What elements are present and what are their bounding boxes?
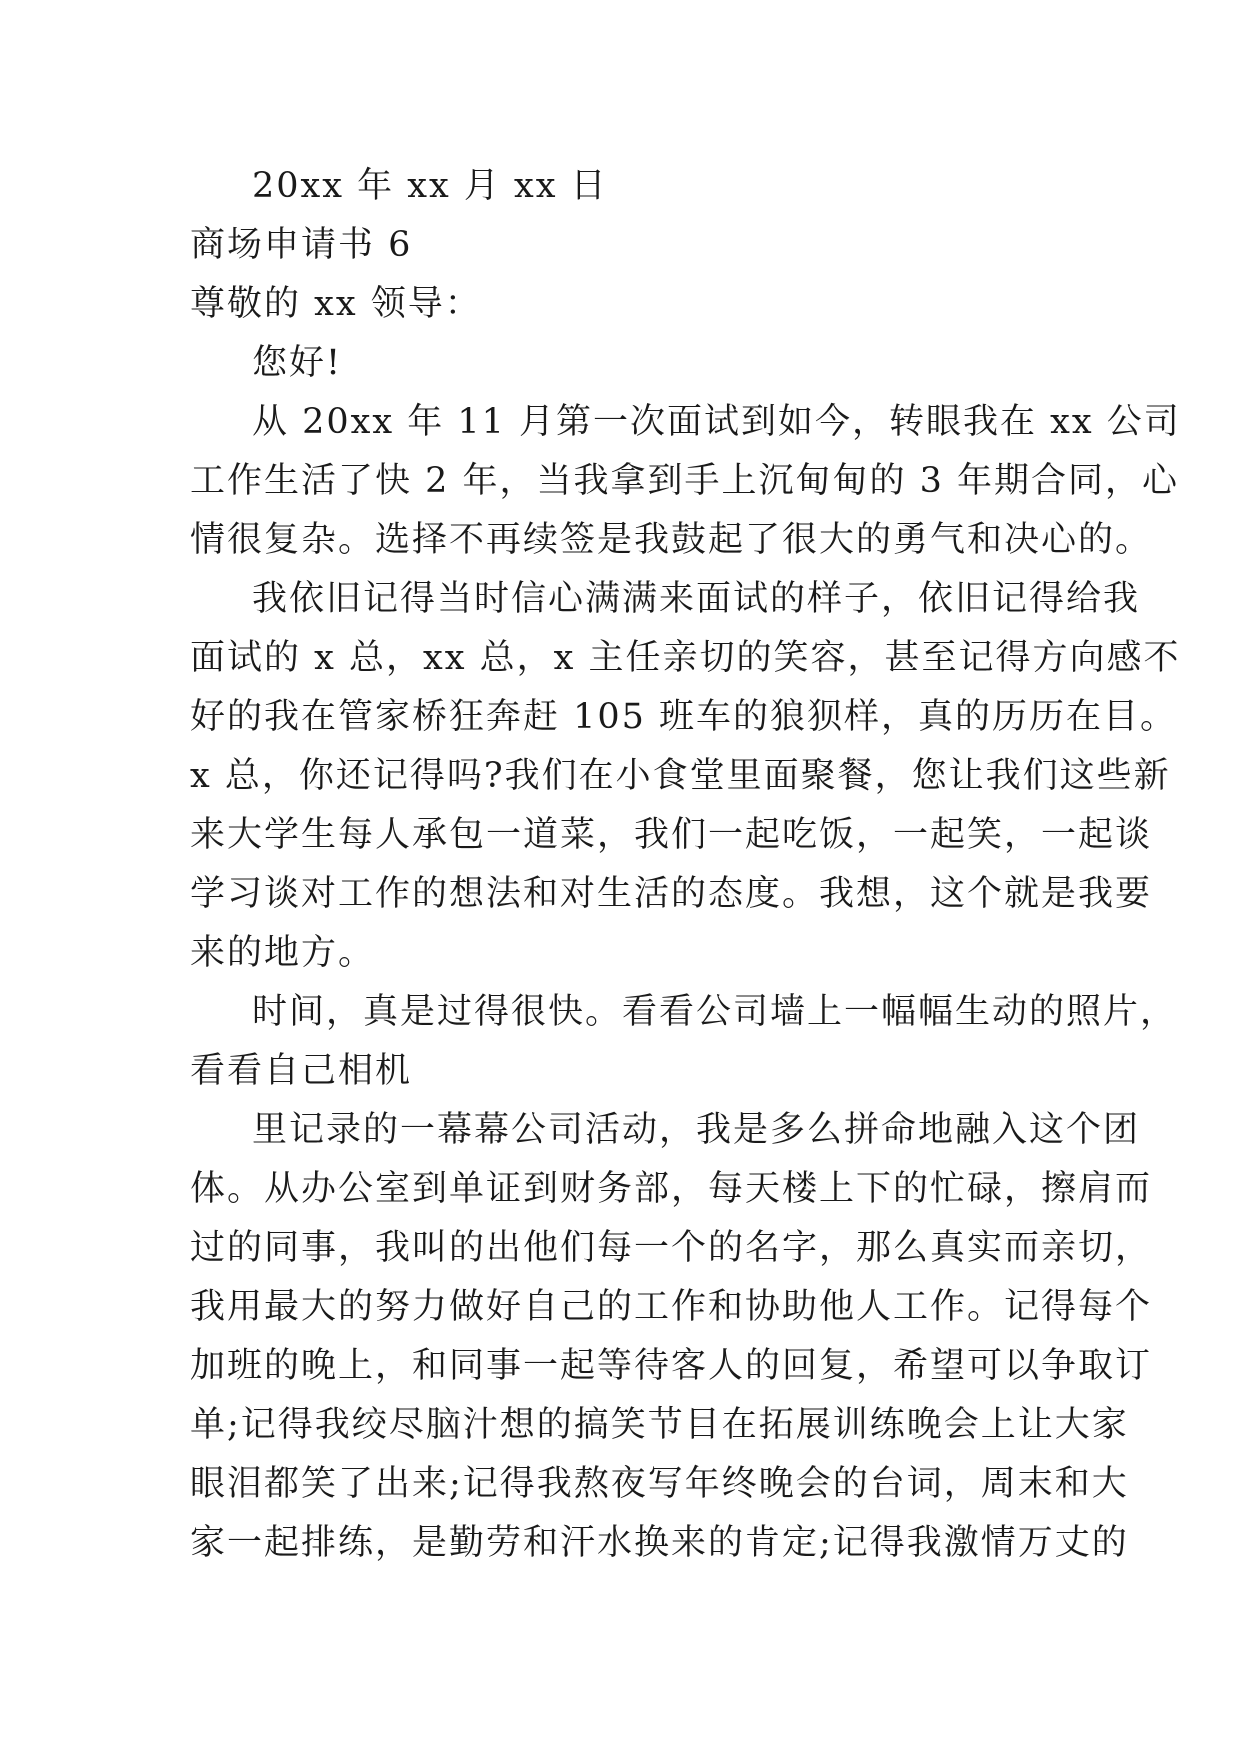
greeting: 您好! [252, 343, 343, 383]
date-line: 20xx 年 xx 月 xx 日 [252, 166, 608, 206]
text-line: 情很复杂。选择不再续签是我鼓起了很大的勇气和决心的。 [190, 520, 1153, 560]
text-line: 看看自己相机 [190, 1051, 413, 1091]
salutation: 尊敬的 xx 领导： [190, 284, 482, 324]
text-line: 时间，真是过得很快。看看公司墙上一幅幅生动的照片， [252, 992, 1178, 1032]
text-line: 眼泪都笑了出来;记得我熬夜写年终晚会的台词，周末和大 [190, 1464, 1129, 1504]
text-line: 面试的 x 总，xx 总，x 主任亲切的笑容，甚至记得方向感不 [190, 638, 1181, 678]
document-heading: 商场申请书 6 [190, 225, 413, 265]
text-line: 我用最大的努力做好自己的工作和协助他人工作。记得每个 [190, 1287, 1153, 1327]
text-line: x 总，你还记得吗?我们在小食堂里面聚餐，您让我们这些新 [190, 756, 1171, 796]
text-line: 工作生活了快 2 年，当我拿到手上沉甸甸的 3 年期合同，心 [190, 461, 1180, 501]
text-line: 加班的晚上，和同事一起等待客人的回复，希望可以争取订 [190, 1346, 1153, 1386]
text-line: 家一起排练，是勤劳和汗水换来的肯定;记得我激情万丈的 [190, 1523, 1129, 1563]
text-line: 体。从办公室到单证到财务部，每天楼上下的忙碌，擦肩而 [190, 1169, 1153, 1209]
text-line: 学习谈对工作的想法和对生活的态度。我想，这个就是我要 [190, 874, 1153, 914]
text-line: 过的同事，我叫的出他们每一个的名字，那么真实而亲切， [190, 1228, 1153, 1268]
text-line: 单;记得我绞尽脑汁想的搞笑节目在拓展训练晚会上让大家 [190, 1405, 1129, 1445]
text-line: 我依旧记得当时信心满满来面试的样子，依旧记得给我 [252, 579, 1141, 619]
text-line: 来的地方。 [190, 933, 376, 973]
text-line: 里记录的一幕幕公司活动，我是多么拼命地融入这个团 [252, 1110, 1141, 1150]
text-line: 从 20xx 年 11 月第一次面试到如今，转眼我在 xx 公司 [252, 402, 1181, 442]
text-line: 好的我在管家桥狂奔赶 105 班车的狼狈样，真的历历在目。 [190, 697, 1178, 737]
text-line: 来大学生每人承包一道菜，我们一起吃饭，一起笑，一起谈 [190, 815, 1153, 855]
